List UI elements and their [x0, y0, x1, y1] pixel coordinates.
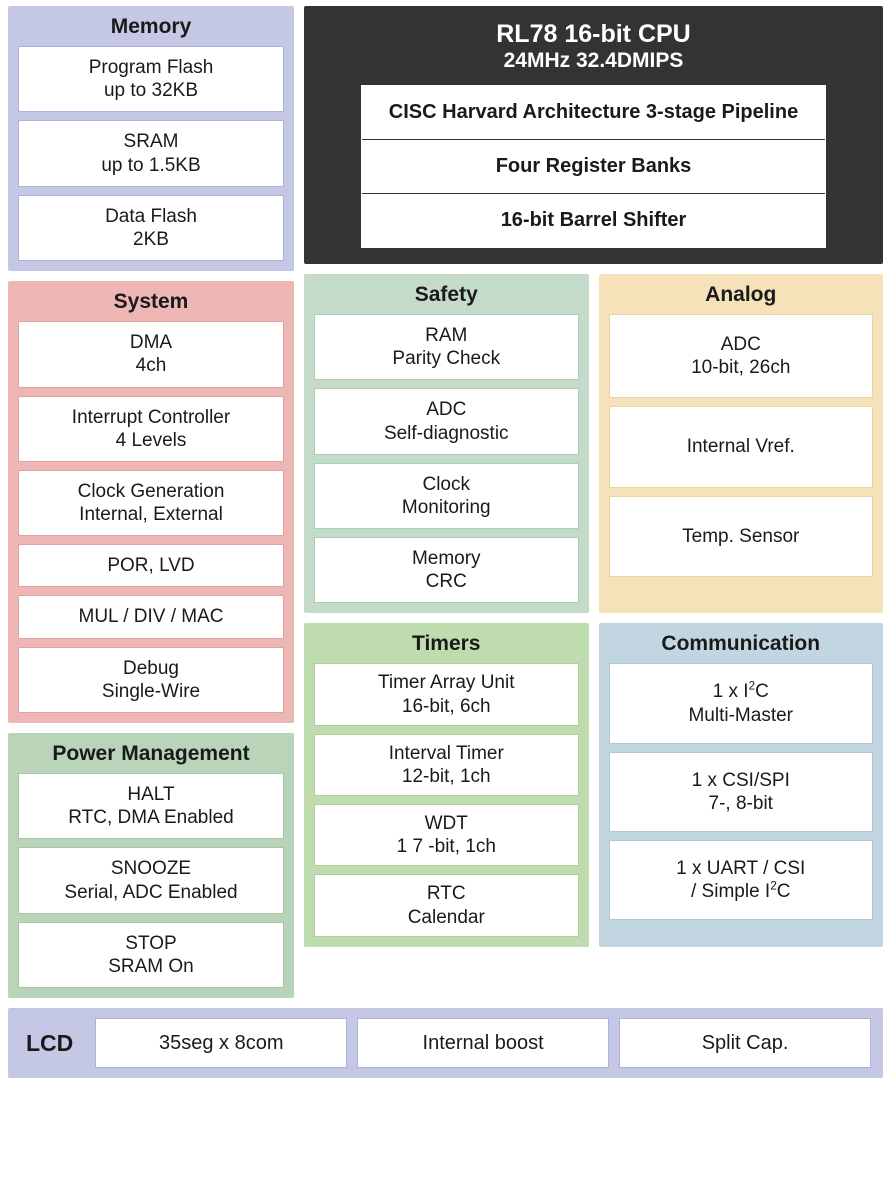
power-item-snooze-line2: Serial, ADC Enabled — [64, 881, 238, 903]
system-item-mul-div-mac-line1: MUL / DIV / MAC — [78, 606, 224, 628]
safety-item-memory-crc — [314, 537, 579, 603]
communication-item-csi-spi — [609, 752, 874, 832]
lcd-item-split-cap-line1: Split Cap. — [701, 1032, 789, 1055]
panel-title-communication: Communication — [661, 632, 821, 656]
communication-item-uart-csi-line2: / Simple $I^2C$ — [691, 879, 791, 903]
cpu-item-barrel-shifter-line1: 16-bit Barrel Shifter — [500, 208, 687, 231]
power-item-stop-line1: STOP — [125, 932, 177, 954]
memory-item-program-flash-line2: up to 32KB — [103, 80, 199, 102]
safety-item-adc-self-diagnostic — [314, 388, 579, 454]
system-item-interrupt-controller-line1: Interrupt Controller — [71, 406, 231, 428]
panel-title-safety: Safety — [414, 282, 478, 306]
safety-item-clock-monitoring — [314, 463, 579, 529]
panel-safety — [304, 274, 589, 613]
memory-item-program-flash — [18, 46, 284, 112]
system-item-clock-generation — [18, 470, 284, 536]
panel-title-timers: Timers — [412, 632, 481, 656]
memory-item-sram-line1: SRAM — [123, 131, 179, 153]
system-item-por-lvd — [18, 544, 284, 587]
cpu-title-text: RL78 16-bit CPU — [496, 20, 691, 48]
analog-item-temp-sensor — [609, 496, 874, 577]
panel-system — [8, 281, 294, 723]
system-item-clock-generation-line2: Internal, External — [79, 504, 223, 526]
analog-item-internal-vref-line1: Internal Vref. — [686, 436, 795, 458]
panel-lcd — [8, 1008, 883, 1078]
memory-item-program-flash-line1: Program Flash — [88, 57, 214, 79]
mid-row-top — [304, 274, 883, 613]
power-item-halt-line2: RTC, DMA Enabled — [68, 807, 234, 829]
communication-item-csi-spi-line2: 7-, 8-bit — [708, 792, 773, 814]
analog-item-adc-line1: ADC — [720, 333, 761, 355]
cpu-item-architecture-line2: 3-stage Pipeline — [645, 100, 799, 123]
panel-analog — [599, 274, 884, 613]
communication-item-i2c-line1: 1 x $I^2C$ — [712, 680, 769, 703]
timers-item-timer-array-unit — [314, 663, 579, 725]
timers-item-timer-array-unit-line1: Timer Array Unit — [377, 672, 515, 694]
lcd-item-internal-boost — [357, 1018, 609, 1068]
system-item-debug-line1: Debug — [123, 657, 179, 679]
safety-item-ram-parity-line1: RAM — [425, 324, 468, 346]
safety-item-clock-monitoring-line1: Clock — [422, 473, 470, 495]
panel-title-system: System — [113, 290, 189, 314]
panel-cpu — [304, 6, 883, 264]
system-item-clock-generation-line1: Clock Generation — [77, 480, 225, 502]
timers-item-wdt-line1: WDT — [424, 813, 468, 835]
system-item-por-lvd-line1: POR, LVD — [107, 555, 195, 577]
system-item-mul-div-mac — [18, 595, 284, 638]
cpu-feature-list — [361, 85, 826, 248]
power-item-stop — [18, 922, 284, 988]
communication-item-i2c — [609, 663, 874, 743]
safety-item-adc-self-diagnostic-line1: ADC — [426, 399, 467, 421]
system-item-dma-line1: DMA — [129, 332, 173, 354]
analog-item-adc — [609, 314, 874, 398]
panel-title-cpu — [320, 20, 867, 73]
panel-title-power-management: Power Management — [52, 741, 250, 765]
communication-item-uart-csi — [609, 840, 874, 920]
power-item-snooze — [18, 847, 284, 913]
communication-item-i2c-line2: Multi-Master — [688, 704, 793, 726]
power-item-stop-line2: SRAM On — [108, 955, 194, 977]
left-column — [8, 6, 294, 998]
timers-item-wdt-line2: 1 7 -bit, 1ch — [396, 836, 496, 858]
communication-item-csi-spi-line1: 1 x CSI/SPI — [691, 769, 790, 791]
system-item-interrupt-controller — [18, 396, 284, 462]
safety-item-ram-parity-line2: Parity Check — [392, 348, 501, 370]
i2c-superscript-1: 2 — [748, 680, 756, 694]
analog-item-temp-sensor-line1: Temp. Sensor — [682, 525, 800, 547]
i2c-superscript-2: 2 — [770, 879, 777, 893]
cpu-item-register-banks — [362, 140, 825, 194]
lcd-item-internal-boost-line1: Internal boost — [422, 1032, 544, 1055]
timers-item-interval-timer-line1: Interval Timer — [388, 742, 504, 764]
memory-item-data-flash-line2: 2KB — [133, 228, 169, 250]
cpu-item-register-banks-line1: Four Register Banks — [495, 154, 692, 177]
lcd-item-split-cap — [619, 1018, 871, 1068]
system-item-debug — [18, 647, 284, 713]
memory-item-sram-line2: up to 1.5KB — [101, 154, 201, 176]
timers-item-rtc-line1: RTC — [426, 883, 466, 905]
lcd-item-segments — [95, 1018, 347, 1068]
system-item-dma-line2: 4ch — [135, 355, 167, 377]
safety-item-adc-self-diagnostic-line2: Self-diagnostic — [383, 422, 509, 444]
right-column — [304, 6, 883, 947]
safety-item-memory-crc-line1: Memory — [411, 548, 481, 570]
panel-title-memory: Memory — [110, 15, 192, 38]
mid-row-bottom — [304, 623, 883, 946]
panel-timers — [304, 623, 589, 946]
lcd-label: LCD — [26, 1029, 74, 1056]
panel-power-management — [8, 733, 294, 998]
cpu-subtitle-text: 24MHz 32.4DMIPS — [503, 48, 684, 72]
lcd-item-segments-line1: 35seg x 8com — [158, 1032, 284, 1055]
analog-item-adc-line2: 10-bit, 26ch — [691, 357, 791, 379]
timers-item-interval-timer — [314, 734, 579, 796]
timers-item-timer-array-unit-line2: 16-bit, 6ch — [401, 695, 491, 717]
power-item-halt — [18, 773, 284, 839]
memory-item-sram — [18, 120, 284, 186]
panel-memory — [8, 6, 294, 271]
safety-item-clock-monitoring-line2: Monitoring — [401, 496, 491, 518]
timers-item-rtc-line2: Calendar — [407, 906, 485, 928]
timers-item-wdt — [314, 804, 579, 866]
cpu-item-barrel-shifter — [362, 194, 825, 247]
memory-item-data-flash-line1: Data Flash — [105, 205, 197, 227]
memory-item-data-flash — [18, 195, 284, 261]
power-item-halt-line1: HALT — [127, 784, 175, 806]
communication-item-uart-csi-line1: 1 x UART / CSI — [676, 858, 806, 880]
cpu-item-architecture — [362, 86, 825, 140]
panel-communication — [599, 623, 884, 946]
safety-item-ram-parity — [314, 314, 579, 380]
system-item-dma — [18, 321, 284, 387]
cpu-item-architecture-line1: CISC Harvard Architecture — [388, 100, 641, 123]
power-item-snooze-line1: SNOOZE — [110, 858, 192, 880]
timers-item-interval-timer-line2: 12-bit, 1ch — [401, 765, 491, 787]
system-item-debug-line2: Single-Wire — [101, 680, 201, 702]
timers-item-rtc — [314, 874, 579, 936]
analog-item-internal-vref — [609, 406, 874, 487]
safety-item-memory-crc-line2: CRC — [425, 571, 467, 593]
panel-title-analog: Analog — [705, 282, 777, 306]
diagram-grid — [8, 6, 883, 998]
system-item-interrupt-controller-line2: 4 Levels — [115, 429, 187, 451]
